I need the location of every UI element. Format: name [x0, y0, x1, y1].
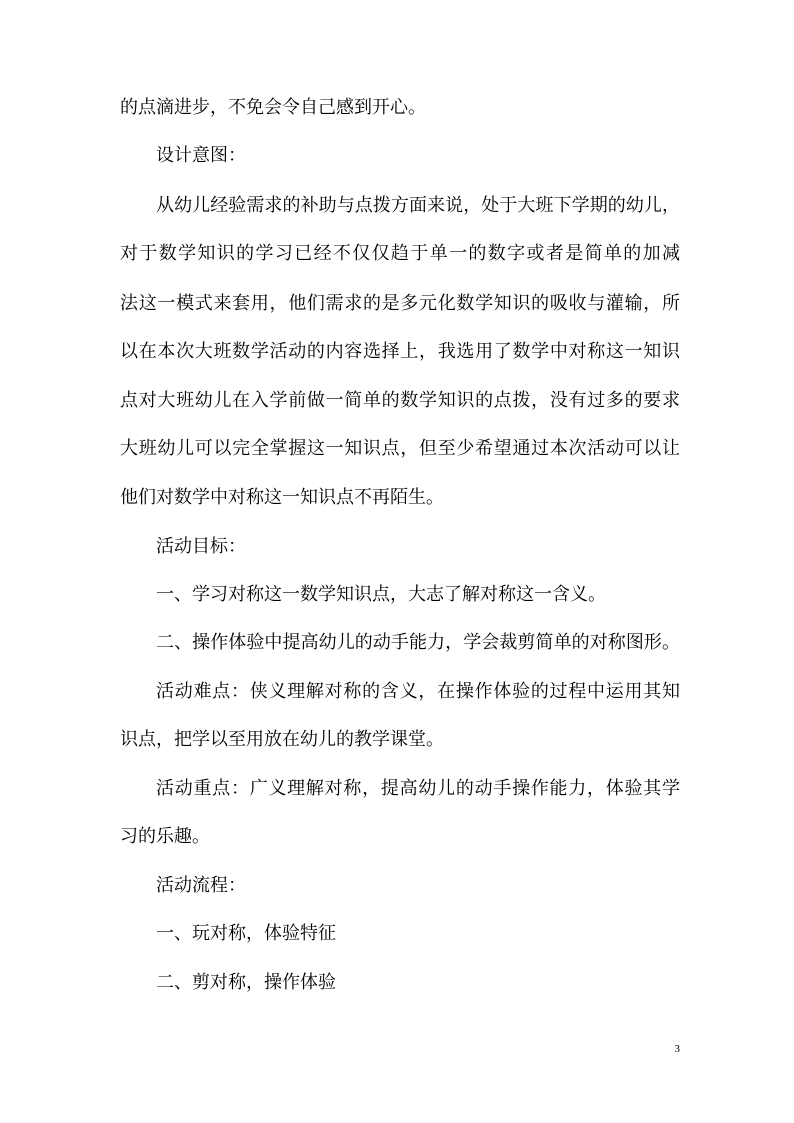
text-line: 大班幼儿可以完全掌握这一知识点，但至少希望通过本次活动可以让 — [120, 438, 680, 459]
section-heading-activity-process: 活动流程： — [156, 875, 246, 896]
section-heading-activity-goals: 活动目标： — [156, 536, 246, 557]
text-line: 从幼儿经验需求的补助与点拨方面来说，处于大班下学期的幼儿， — [156, 195, 680, 216]
process-item-1: 一、玩对称，体验特征 — [156, 923, 336, 944]
goal-item-1: 一、学习对称这一数学知识点，大志了解对称这一含义。 — [156, 584, 606, 605]
text-line: 对于数学知识的学习已经不仅仅趋于单一的数字或者是简单的加减 — [120, 243, 680, 264]
text-line: 活动重点：广义理解对称，提高幼儿的动手操作能力，体验其学 — [156, 778, 680, 799]
section-heading-design-intent: 设计意图： — [156, 145, 246, 166]
text-line: 的点滴进步，不免会令自己感到开心。 — [120, 97, 426, 118]
text-line: 以在本次大班数学活动的内容选择上，我选用了数学中对称这一知识 — [120, 341, 680, 362]
text-line: 识点，把学以至用放在幼儿的教学课堂。 — [120, 729, 444, 750]
text-line: 点对大班幼儿在入学前做一简单的数学知识的点拨，没有过多的要求 — [120, 390, 680, 411]
text-line: 活动难点：侠义理解对称的含义，在操作体验的过程中运用其知 — [156, 681, 680, 702]
goal-item-2: 二、操作体验中提高幼儿的动手能力，学会裁剪简单的对称图形。 — [156, 632, 680, 653]
text-line: 法这一模式来套用，他们需求的是多元化数学知识的吸收与灌输，所 — [120, 293, 680, 314]
text-line: 他们对数学中对称这一知识点不再陌生。 — [120, 487, 444, 508]
page-number: 3 — [674, 1043, 680, 1055]
text-line: 习的乐趣。 — [120, 826, 210, 847]
process-item-2: 二、剪对称，操作体验 — [156, 972, 336, 993]
